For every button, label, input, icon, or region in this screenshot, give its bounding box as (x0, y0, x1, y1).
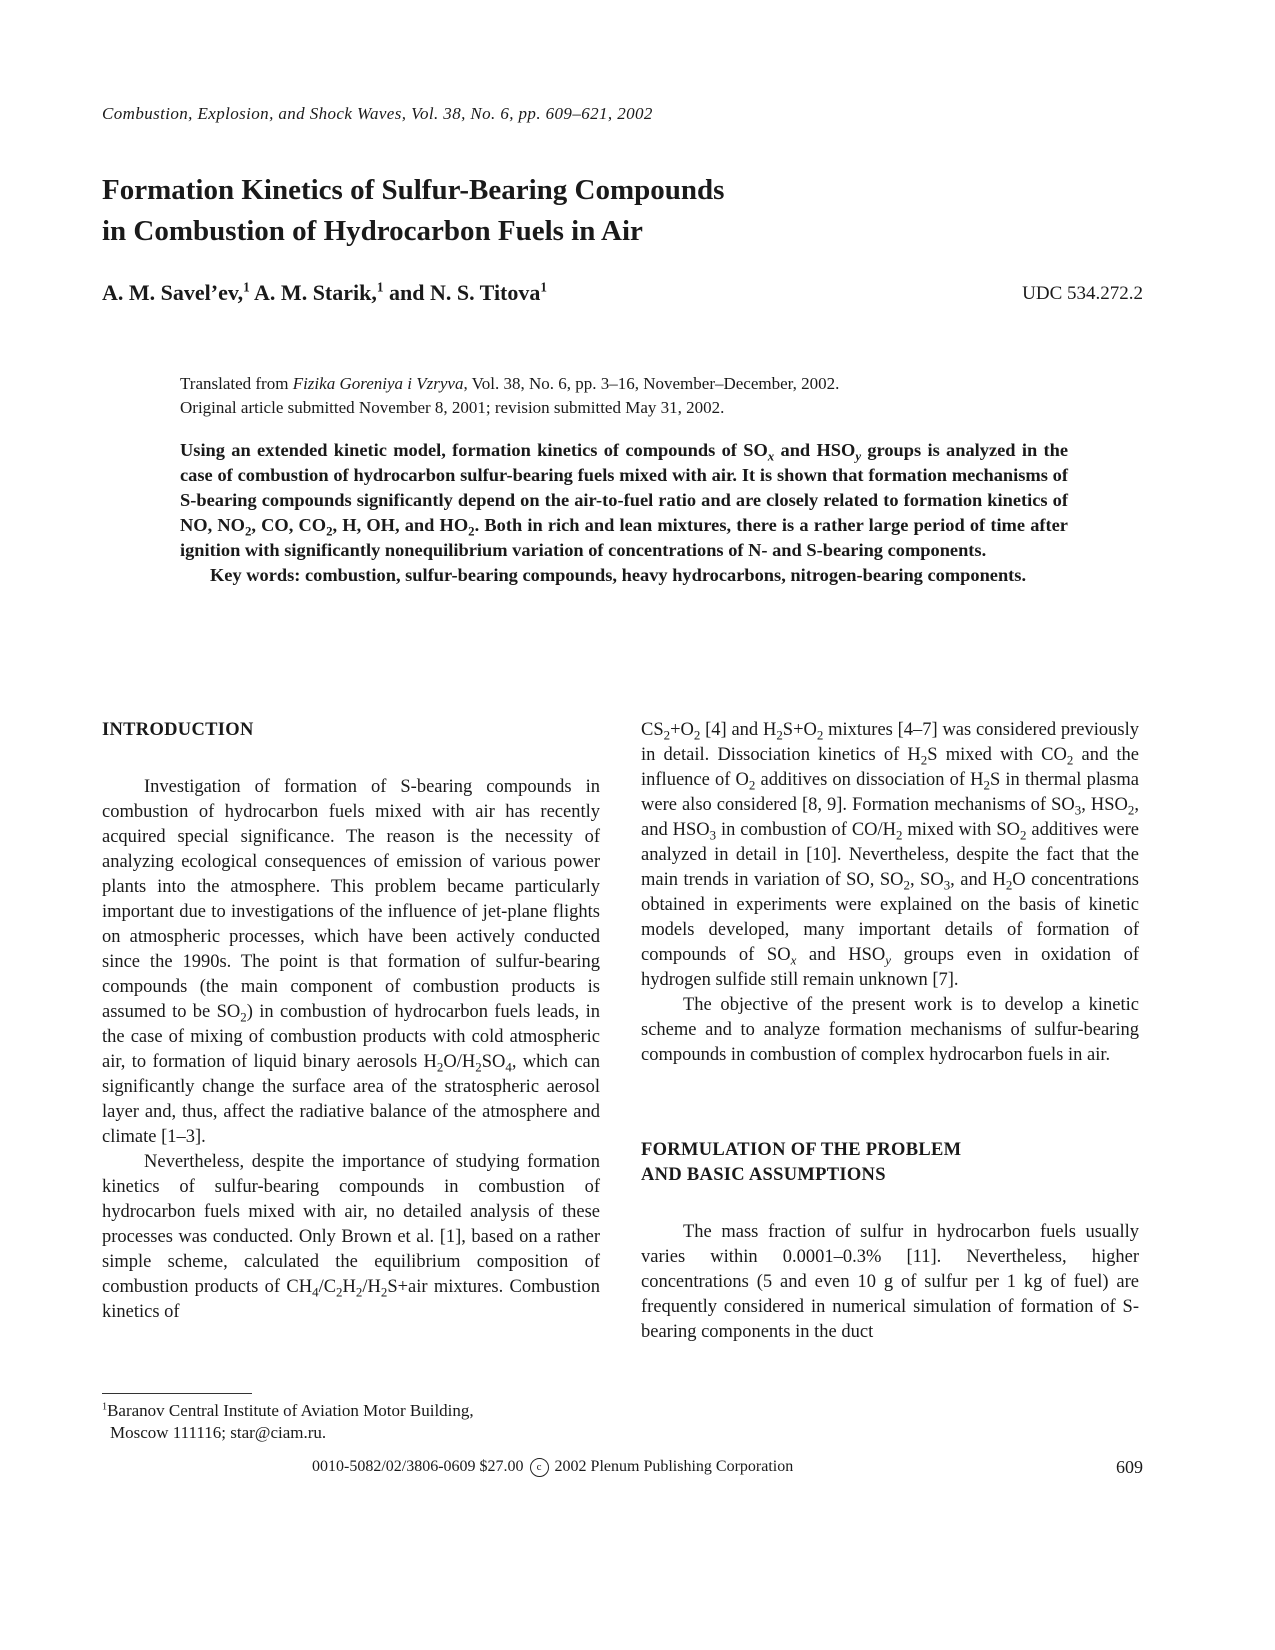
footnote-divider (102, 1393, 252, 1394)
formulation-paragraph-1: The mass fraction of sulfur in hydrocarbon fuels usually varies within 0.0001–0.3% [11]. Nevertheless, higher concentrations (5 and even 10 g of sulfur per 1 kg of fuel) are frequently considered in numerical simulation of formation of S-bearing components in the duct (641, 1222, 1139, 1342)
submission-dates: Original article submitted November 8, 2001; revision submitted May 31, 2002. (180, 398, 725, 417)
title-line-1: Formation Kinetics of Sulfur-Bearing Compounds (102, 174, 725, 206)
right-column (641, 718, 1139, 1345)
abstract (180, 438, 1068, 588)
page-number: 609 (1116, 1457, 1143, 1477)
footnote (102, 1400, 474, 1444)
publisher: 2002 Plenum Publishing Corporation (554, 1458, 794, 1476)
intro-paragraph-3: The objective of the present work is to develop a kinetic scheme and to analyze formation mechanisms of sulfur-bearing compounds in combustion of complex hydrocarbon fuels in air. (641, 995, 1139, 1065)
article-code: 0010-5082/02/3806-0609 $27.00 (312, 1458, 524, 1476)
footnote-affiliation: Baranov Central Institute of Aviation Motor Building, (107, 1401, 474, 1420)
section-heading-formulation: FORMULATION OF THE PROBLEM AND BASIC ASSUMPTIONS (641, 1140, 962, 1185)
footnote-mark: 1 (102, 1401, 108, 1413)
left-column (102, 718, 600, 1325)
article-title (102, 170, 724, 252)
journal-citation: Combustion, Explosion, and Shock Waves, Vol. 38, No. 6, pp. 609–621, 2002 (102, 104, 653, 123)
title-line-2: in Combustion of Hydrocarbon Fuels in Air (102, 215, 643, 247)
keywords: Key words: combustion, sulfur-bearing compounds, heavy hydrocarbons, nitrogen-bearing components. (210, 565, 1027, 585)
intro-paragraph-1: Investigation of formation of S-bearing compounds in combustion of hydrocarbon fuels mixed with air has recently acquired special significance. The reason is the necessity of analyzing ecological consequences of emission of various power plants into the atmosphere. This problem became particularly important due to investigations of the influence of jet-plane flights on atmospheric processes, which have been actively conducted since the 1990s. The point is that formation of sulfur-bearing compounds (the main component of combustion products is assumed to be $SO_2$) in combustion of hydrocarbon fuels leads, in the case of mixing of combustion products with cold atmospheric air, to formation of liquid binary aerosols $H_2O/H_2SO_4$, which can significantly change the surface area of the stratospheric aerosol layer and, thus, affect the radiative balance of the atmosphere and climate [1–3]. (102, 777, 600, 1147)
intro-paragraph-2: Nevertheless, despite the importance of studying formation kinetics of sulfur-bearing compounds in combustion of hydrocarbon fuels mixed with air, no detailed analysis of these processes was conducted. Only Brown et al. [1], based on a rather simple scheme, calculated the equilibrium composition of combustion products of $CH_4/C_2H_2/H_2S+air$ mixtures. Combustion kinetics of (102, 1152, 601, 1322)
author-3: and N. S. Titova (388, 280, 541, 305)
translation-source: Translated from Fizika Goreniya i Vzryva, Vol. 38, No. 6, pp. 3–16, November–December, 2002. (180, 374, 840, 393)
author-1: A. M. Savel’ev, (102, 280, 244, 305)
author-2: A. M. Starik, (254, 280, 377, 305)
abstract-text: Using an extended kinetic model, formation kinetics of compounds of $SO_x$ and $HSO_y$ groups is analyzed in the case of combustion of hydrocarbon sulfur-bearing fuels mixed with air. It is shown that formation mechanisms of S-bearing compounds significantly depend on the air-to-fuel ratio and are closely related to formation kinetics of NO, $NO_2$, CO, $CO_2$, H, OH, and $HO_2$. Both in rich and lean mixtures, there is a rather large period of time after ignition with significantly nonequilibrium variation of concentrations of N- and S-bearing components. (180, 440, 1069, 560)
author-list (102, 280, 547, 306)
translation-note (180, 372, 839, 420)
section-heading-introduction: INTRODUCTION (102, 720, 254, 740)
affiliation-mark: 1 (376, 279, 384, 295)
footnote-address: Moscow 111116; star@ciam.ru. (110, 1423, 327, 1442)
copyright-icon: c (530, 1458, 549, 1477)
udc-code: UDC 534.272.2 (1022, 283, 1143, 304)
page-footer (312, 1458, 793, 1477)
affiliation-mark: 1 (540, 279, 547, 295)
affiliation-mark: 1 (243, 279, 250, 295)
intro-paragraph-2-continued: $CS_2+O_2$ [4] and $H_2S+O_2$ mixtures [4–7] was considered previously in detail. Dissociation kinetics of $H_2S$ mixed with $CO_2$ and the influence of $O_2$ additives on dissociation of $H_2S$ in thermal plasma were also considered [8, 9]. Formation mechanisms of $SO_3$, $HSO_2$, and $HSO_3$ in combustion of $CO/H_2$ mixed with $SO_2$ additives were analyzed in detail in [10]. Nevertheless, despite the fact that the main trends in variation of SO, $SO_2$, $SO_3$, and $H_2O$ concentrations obtained in experiments were explained on the basis of kinetic models developed, many important details of formation of compounds of $SO_x$ and $HSO_y$ groups even in oxidation of hydrogen sulfide still remain unknown [7]. (641, 720, 1139, 990)
